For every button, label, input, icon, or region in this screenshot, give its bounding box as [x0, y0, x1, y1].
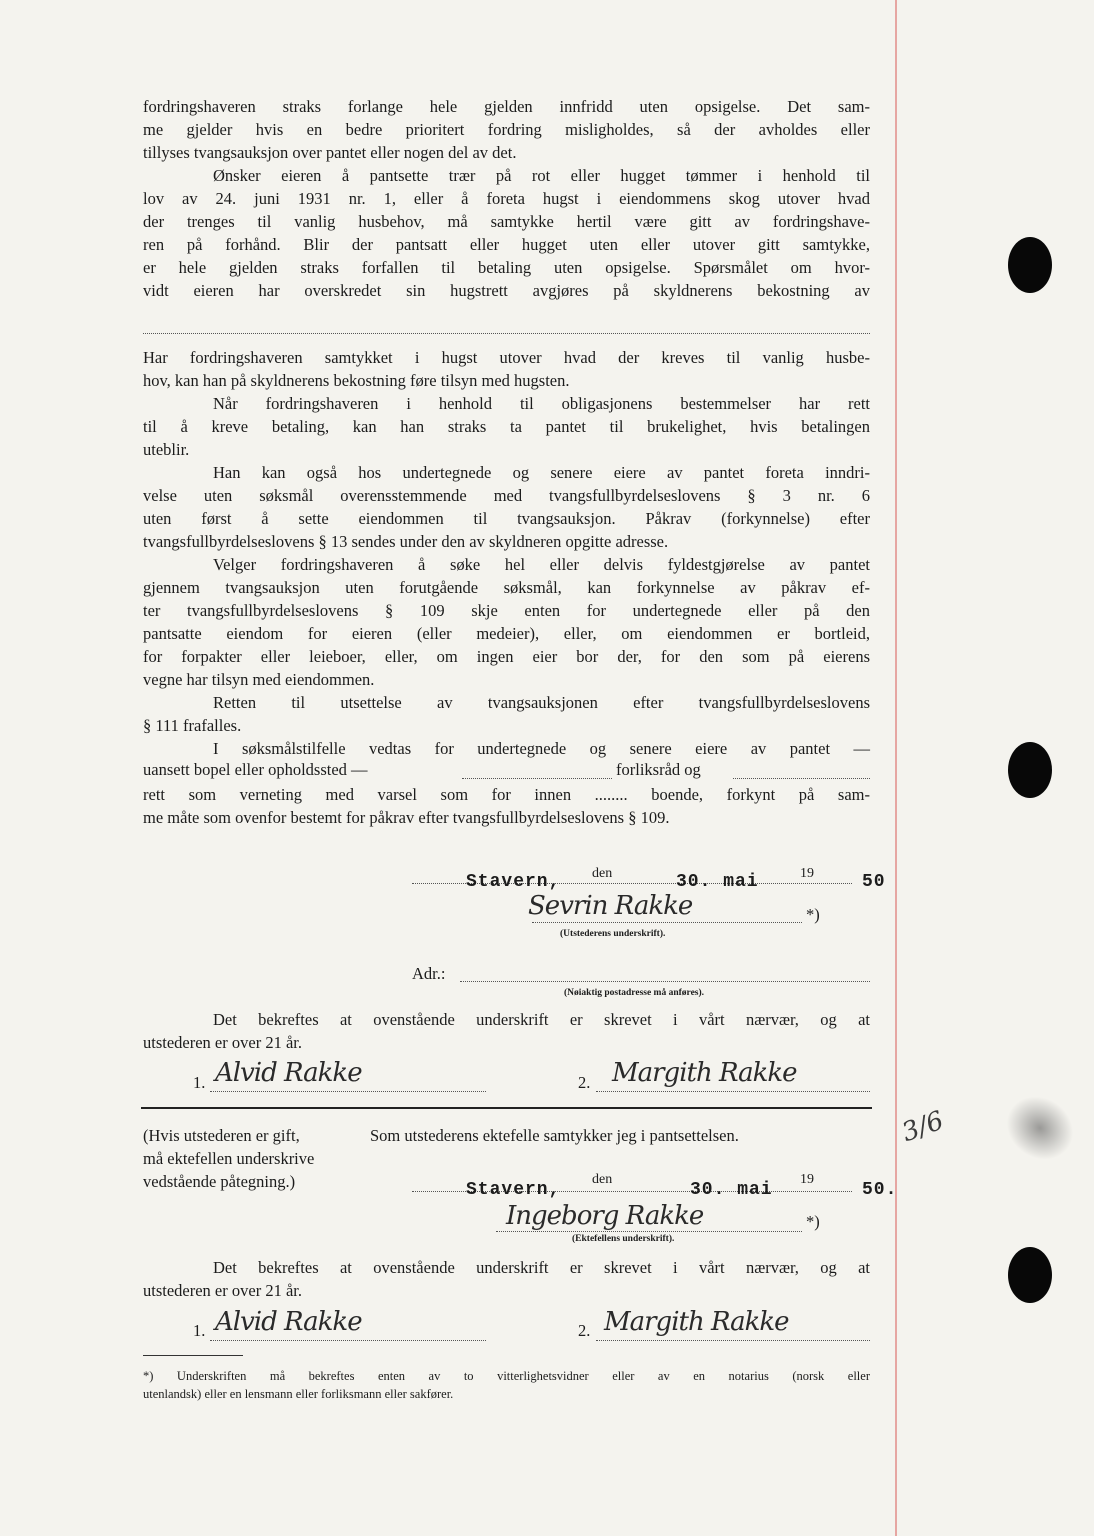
- year-typed: 50: [862, 872, 886, 892]
- signature-line: [596, 1091, 870, 1092]
- text-line: tillyses tvangsauksjon over pantet eller nogen del av det.: [143, 143, 517, 162]
- text-line: ter tvangsfullbyrdelseslovens § 109 skje enten for undertegnede eller på den: [143, 601, 870, 620]
- text-line: hov, kan han på skyldnerens bekostning føre tilsyn med hugsten.: [143, 371, 570, 390]
- den-label: den: [592, 1172, 613, 1187]
- venue-text: uansett bopel eller opholdssted —: [143, 760, 368, 779]
- text-line: me gjelder hvis en bedre prioritert fordring misligholdes, så der avholdes eller: [143, 120, 870, 139]
- punch-hole: [1008, 1247, 1052, 1303]
- margin-handwritten-mark: 3/6: [898, 1105, 948, 1149]
- section-divider: [141, 1107, 872, 1109]
- year-typed: 50.: [862, 1180, 898, 1200]
- witness-number: 2.: [578, 1073, 591, 1092]
- text-line: § 111 frafalles.: [143, 716, 242, 735]
- text-line: I søksmålstilfelle vedtas for undertegnede og senere eiere av pantet —: [213, 739, 870, 758]
- witness-signature: Margith Rakke: [604, 1307, 789, 1337]
- dotted-fill-line: [462, 778, 612, 779]
- place-typed: Stavern,: [466, 872, 561, 892]
- asterisk-note: *): [806, 905, 820, 924]
- signature-caption: (Ektefellens underskrift).: [572, 1234, 675, 1244]
- date-typed: 30. mai: [690, 1180, 773, 1200]
- text-line: der trenges til vanlig husbehov, må samtykke hertil være gitt av fordringshave-: [143, 212, 870, 231]
- text-line: uten først å sette eiendommen til tvangsauksjon. Påkrav (forkynnelse) efter: [143, 509, 870, 528]
- year-prefix: 19: [800, 866, 814, 881]
- signature-line: [532, 922, 802, 923]
- text-line: pantsatte eiendom for eieren (eller medeier), eller, om eiendommen er bortleid,: [143, 624, 870, 643]
- issuer-signature: Sevrin Rakke: [528, 891, 693, 921]
- asterisk-note: *): [806, 1212, 820, 1231]
- text-line: lov av 24. juni 1931 nr. 1, eller å foreta hugst i eiendommens skog utover hvad: [143, 189, 870, 208]
- text-line: tvangsfullbyrdelseslovens § 13 sendes under den av skyldneren opgitte adresse.: [143, 532, 669, 551]
- text-line: rett som verneting med varsel som for innen ........ boende, forkynt på sam-: [143, 785, 870, 804]
- text-line: er hele gjelden straks forfallen til betaling uten opsigelse. Spørsmålet om hvor-: [143, 258, 870, 277]
- signature-line: [210, 1091, 486, 1092]
- witness-number: 1.: [193, 1321, 206, 1340]
- margin-red-line: [895, 0, 897, 1536]
- den-label: den: [592, 866, 613, 881]
- text-line: utstederen er over 21 år.: [143, 1033, 302, 1052]
- witness-signature: Margith Rakke: [612, 1058, 797, 1088]
- signature-line: [210, 1340, 486, 1341]
- text-line: Det bekreftes at ovenstående underskrift er skrevet i vårt nærvær, og at: [213, 1010, 870, 1029]
- consent-text: Som utstederens ektefelle samtykker jeg i pantsettelsen.: [370, 1126, 739, 1145]
- year-prefix: 19: [800, 1172, 814, 1187]
- text-line: gjennem tvangsauksjon uten forutgående søksmål, kan forkynnelse av påkrav ef-: [143, 578, 870, 597]
- punch-hole: [1008, 742, 1052, 798]
- dotted-fill-line: [143, 333, 870, 334]
- address-label: Adr.:: [412, 964, 446, 983]
- signature-line: [496, 1231, 802, 1232]
- text-line: Retten til utsettelse av tvangsauksjonen efter tvangsfullbyrdelseslovens: [213, 693, 870, 712]
- punch-hole: [1008, 237, 1052, 293]
- text-line: uteblir.: [143, 440, 190, 459]
- signature-line: [596, 1340, 870, 1341]
- text-line: ren på forhånd. Blir der pantsatt eller hugget uten eller utover gitt samtykke,: [143, 235, 870, 254]
- witness-number: 1.: [193, 1073, 206, 1092]
- footnote-rule: [143, 1355, 243, 1356]
- text-line: Han kan også hos undertegnede og senere eiere av pantet foreta inndri-: [213, 463, 870, 482]
- text-line: vegne har tilsyn med eiendommen.: [143, 670, 375, 689]
- text-line: velse uten søksmål overensstemmende med tvangsfullbyrdelseslovens § 3 nr. 6: [143, 486, 870, 505]
- pencil-smudge: [994, 1083, 1086, 1172]
- text-line: Har fordringshaveren samtykket i hugst utover hvad der kreves til vanlig husbe-: [143, 348, 870, 367]
- spouse-note-line: må ektefellen underskrive: [143, 1149, 315, 1168]
- address-line: [460, 981, 870, 982]
- footnote-line: *) Underskriften må bekreftes enten av to vitterlighetsvidner eller av en notarius (norsk eller: [143, 1369, 870, 1383]
- date-typed: 30. mai: [676, 872, 759, 892]
- text-line: for forpakter eller leieboer, eller, om ingen eier bor der, for den som på eierens: [143, 647, 870, 666]
- text-line: Ønsker eieren å pantsette trær på rot eller hugget tømmer i henhold til: [213, 166, 870, 185]
- text-line: Velger fordringshaveren å søke hel eller delvis fyldestgjørelse av pantet: [213, 555, 870, 574]
- spouse-note-line: vedstående påtegning.): [143, 1172, 296, 1191]
- text-line: me måte som ovenfor bestemt for påkrav efter tvangsfullbyrdelseslovens § 109.: [143, 808, 670, 827]
- witness-number: 2.: [578, 1321, 591, 1340]
- text-line: til å kreve betaling, kan han straks ta pantet til brukelighet, hvis betalingen: [143, 417, 870, 436]
- place-typed: Stavern,: [466, 1180, 561, 1200]
- text-line: Når fordringshaveren i henhold til obligasjonens bestemmelser har rett: [213, 394, 870, 413]
- signature-caption: (Utstederens underskrift).: [560, 929, 666, 939]
- dotted-fill-line: [733, 778, 870, 779]
- text-line: vidt eieren har overskredet sin hugstrett avgjøres på skyldnerens bekostning av: [143, 281, 870, 300]
- witness-signature: Alvid Rakke: [215, 1307, 362, 1337]
- text-line: fordringshaveren straks forlange hele gjelden innfridd uten opsigelse. Det sam-: [143, 97, 870, 116]
- text-line: utstederen er over 21 år.: [143, 1281, 302, 1300]
- venue-text: forliksråd og: [616, 760, 701, 779]
- spouse-note-line: (Hvis utstederen er gift,: [143, 1126, 300, 1145]
- text-line: Det bekreftes at ovenstående underskrift er skrevet i vårt nærvær, og at: [213, 1258, 870, 1277]
- spouse-signature: Ingeborg Rakke: [506, 1201, 704, 1231]
- address-caption: (Nøiaktig postadresse må anføres).: [564, 988, 705, 998]
- witness-signature: Alvid Rakke: [215, 1058, 362, 1088]
- footnote-line: utenlandsk) eller en lensmann eller forliksmann eller sakfører.: [143, 1387, 454, 1401]
